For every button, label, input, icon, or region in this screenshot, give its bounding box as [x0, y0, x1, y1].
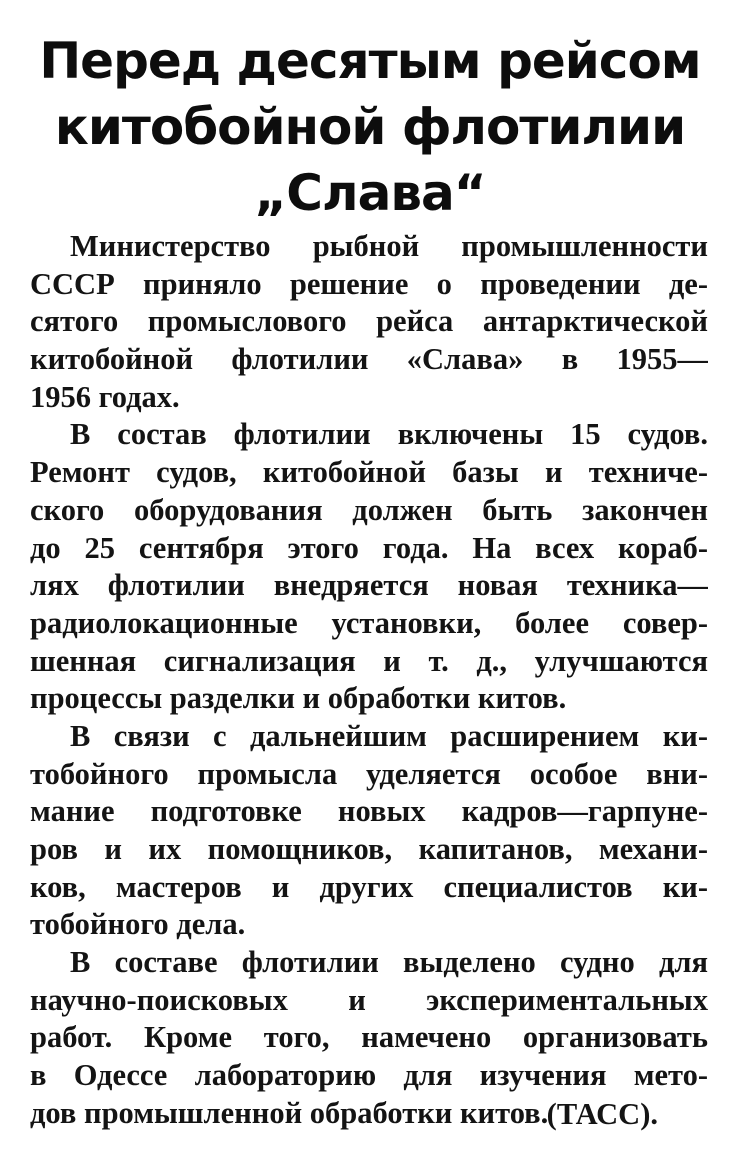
- headline-line: китобойной флотилии: [54, 98, 686, 156]
- body-line: В связи с дальнейшим расширением ки-: [70, 718, 708, 753]
- body-line: китобойной флотилии «Слава» в 1955—: [30, 342, 708, 377]
- body-line: ков, мастеров и других специалистов ки-: [30, 869, 708, 904]
- body-line: шенная сигнализация и т. д., улучшаются: [30, 643, 708, 678]
- body-line: В составе флотилии выделено судно для: [70, 945, 708, 980]
- agency-credit: (ТАСС).: [546, 1097, 658, 1131]
- body-line: СССР приняло решение о проведении де-: [30, 266, 708, 301]
- body-line: ского оборудования должен быть закончен: [30, 492, 708, 527]
- body-line: Министерство рыбной промышленности: [70, 229, 708, 263]
- body-line: работ. Кроме того, намечено организовать: [30, 1020, 708, 1055]
- body-line: сятого промыслового рейса антарктической: [30, 304, 708, 339]
- body-line: тобойного дела.: [30, 907, 246, 942]
- body-line: В состав флотилии включены 15 судов.: [70, 417, 708, 452]
- headline-line: Перед десятым рейсом: [39, 32, 701, 90]
- body-line: 1956 годах.: [30, 379, 180, 414]
- body-line: мание подготовке новых кадров—гарпуне-: [30, 794, 708, 829]
- article-body: [30, 228, 708, 1133]
- body-line: дов промышленной обработки китов.: [30, 1095, 549, 1130]
- body-line: радиолокационные установки, более совер-: [30, 605, 708, 640]
- headline-line: „Слава“: [254, 164, 486, 222]
- body-line: научно-поисковых и экспериментальных: [30, 982, 708, 1017]
- body-line: ров и их помощников, капитанов, механи-: [30, 832, 708, 866]
- body-line: Ремонт судов, китобойной базы и техниче-: [30, 455, 708, 490]
- article-headline: [20, 28, 720, 226]
- body-line: в Одессе лабораторию для изучения мето-: [30, 1058, 708, 1093]
- body-line: лях флотилии внедряется новая техника—: [30, 568, 708, 603]
- body-line: тобойного промысла уделяется особое вни-: [30, 756, 708, 791]
- body-line: до 25 сентября этого года. На всех кораб-: [30, 530, 708, 565]
- body-line: процессы разделки и обработки китов.: [30, 681, 567, 716]
